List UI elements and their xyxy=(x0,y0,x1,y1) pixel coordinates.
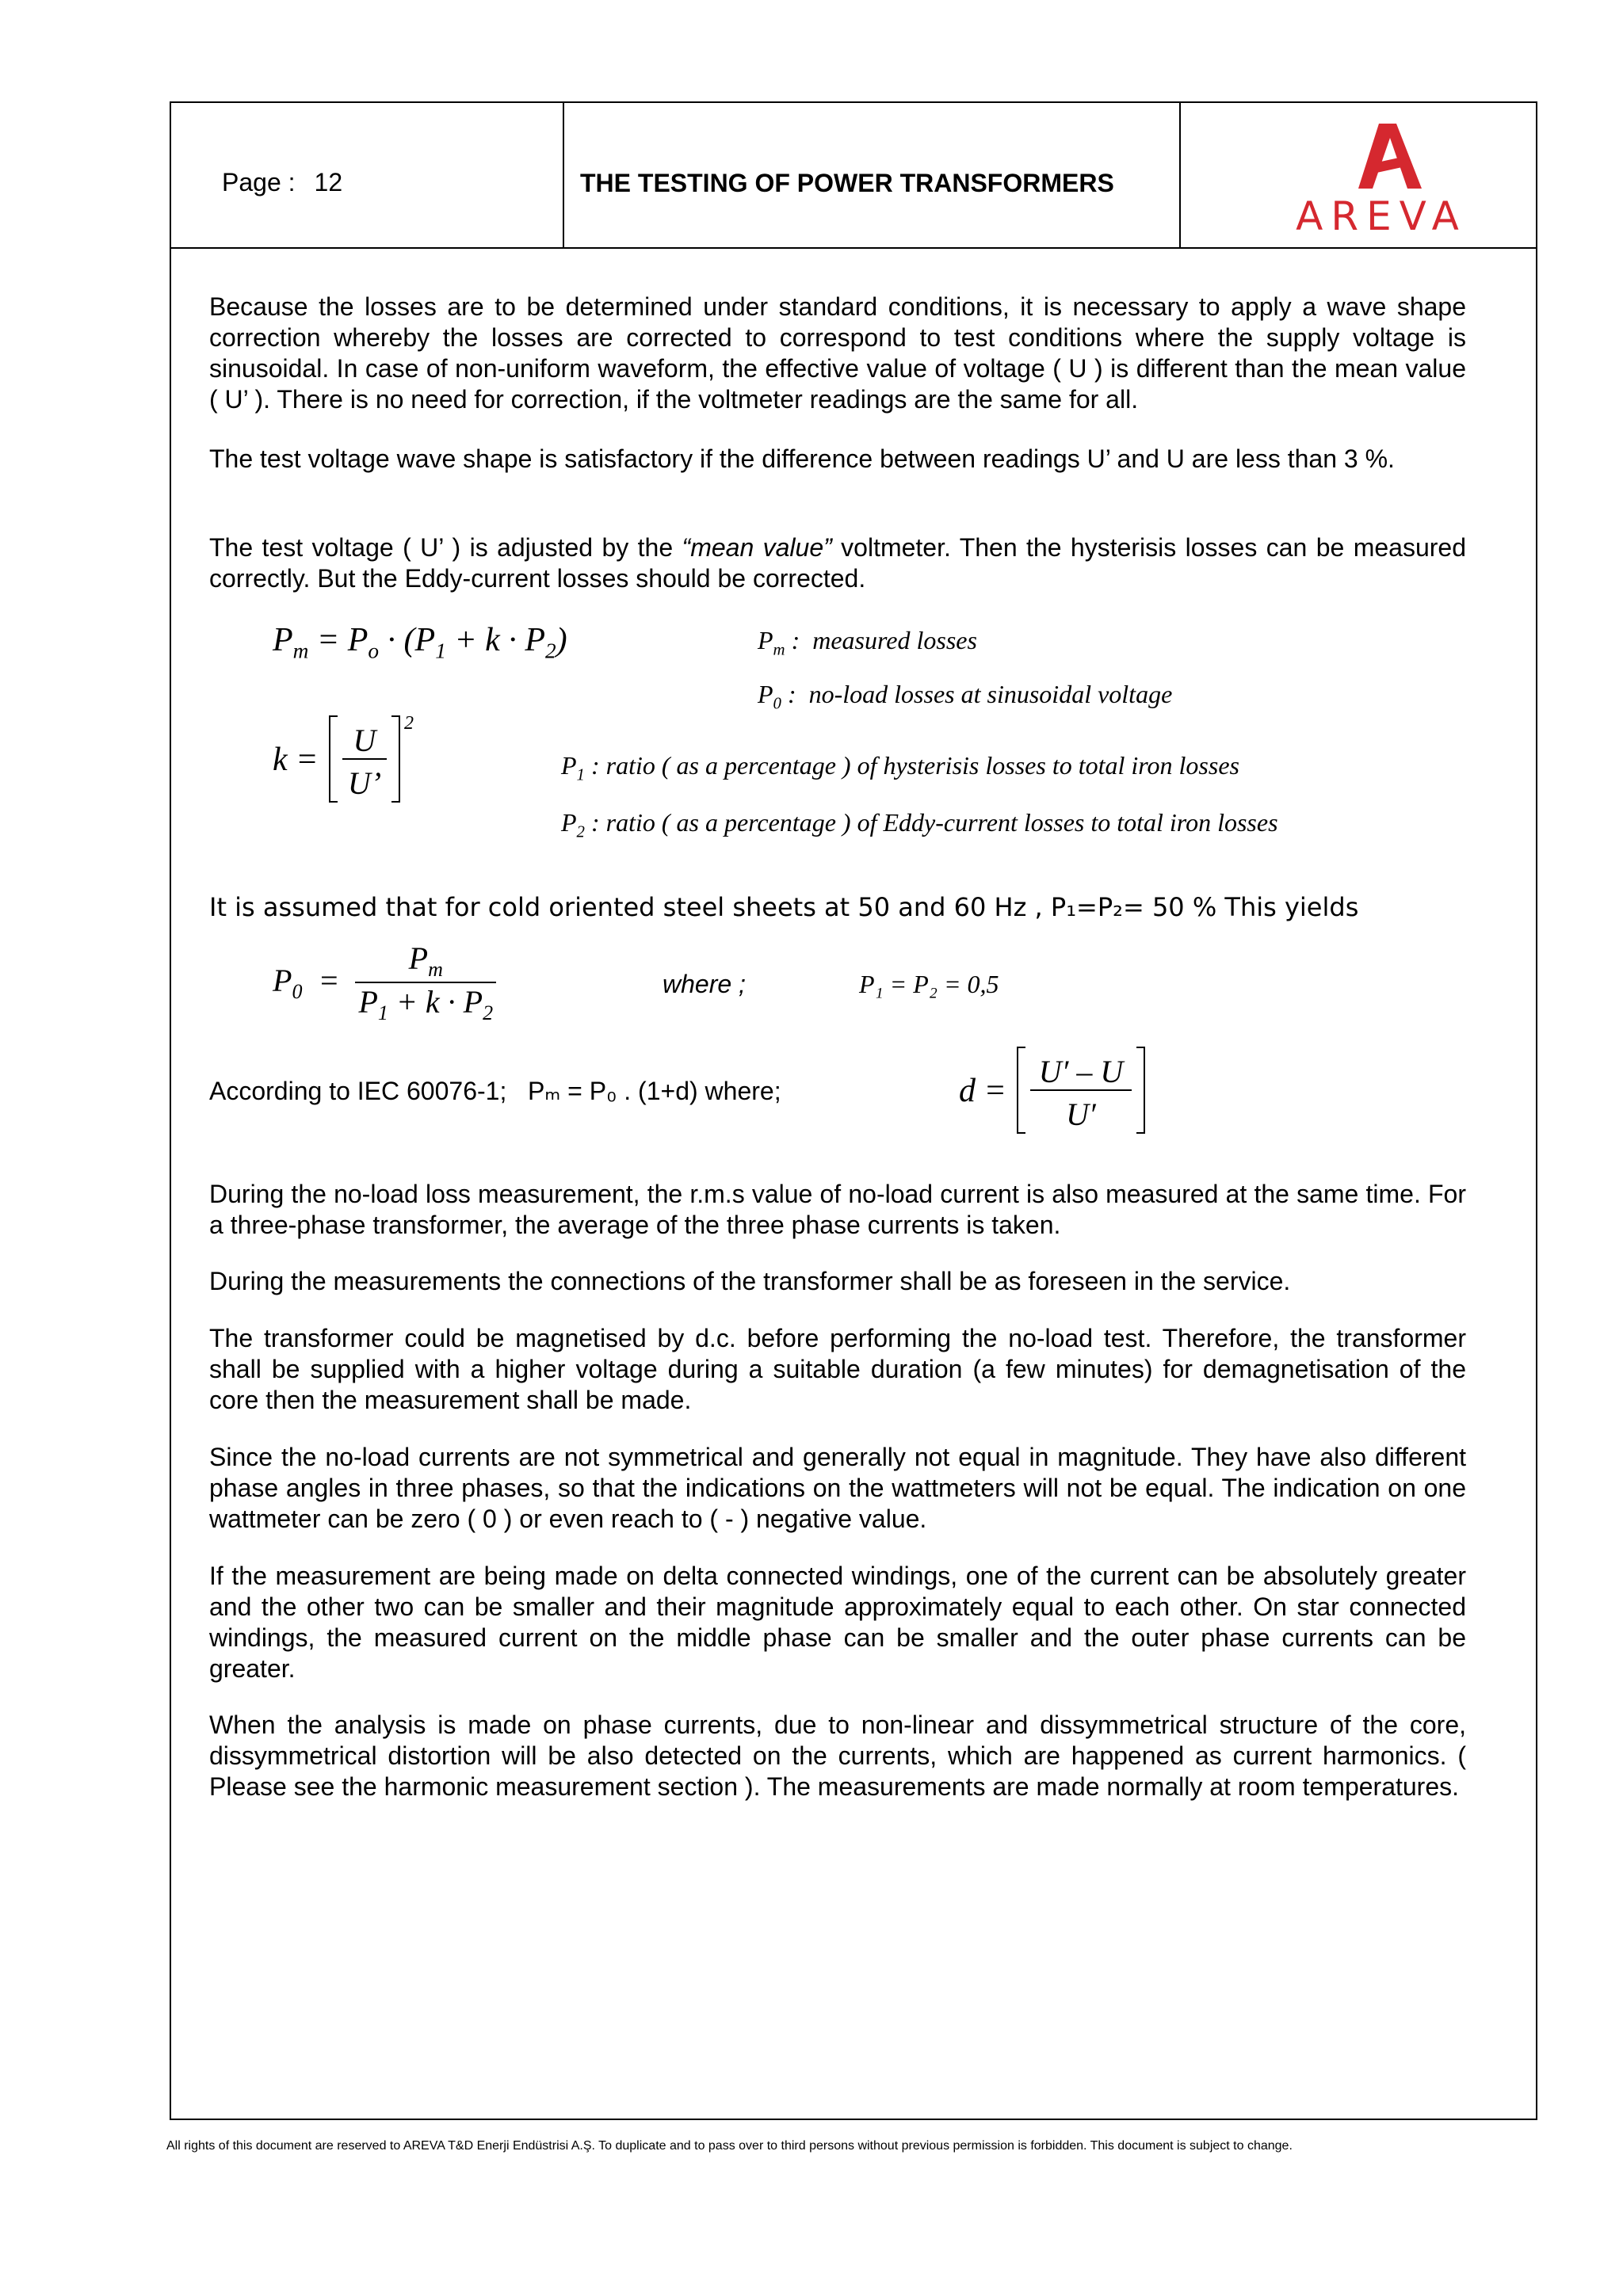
paragraph-test-voltage: The test voltage wave shape is satisfactory if the difference between readings U’ and U are less than 3 %. xyxy=(209,444,1395,473)
where-label: where ; xyxy=(663,970,746,998)
areva-logo xyxy=(1239,109,1523,244)
definition-p2: $P_2$ : ratio ( as a percentage ) of Eddy-current losses to total iron losses xyxy=(561,808,1278,841)
header-divider xyxy=(1179,103,1181,247)
paragraph-connections: During the measurements the connections of the transformer shall be as foreseen in the service. xyxy=(209,1267,1291,1295)
d-bracket-fraction xyxy=(1014,1044,1149,1138)
k-bracket-fraction xyxy=(327,713,414,807)
logo-wordmark: AREVA xyxy=(1296,193,1467,239)
areva-a-icon xyxy=(1239,109,1523,196)
formula-k: k = U U’ 2 xyxy=(273,713,414,807)
header-divider xyxy=(563,103,564,247)
formula-p0: $P_0$ = $\frac{P_m}{P_1 + k \cdot P_2}$ xyxy=(273,940,496,1025)
definition-p0: $P_0$ : no-load losses at sinusoidal voltage xyxy=(758,680,1173,713)
svg-text:U′ – U: U′ – U xyxy=(1039,1054,1124,1089)
copyright-footer: All rights of this document are reserved to AREVA T&D Enerji Endüstrisi A.Ş. To duplicate and to pass over to third persons without previous permission is forbidden. This document is subject to change. xyxy=(166,2139,1293,2153)
paragraph-no-load-currents: Since the no-load currents are not symmetrical and generally not equal in magnitude. They have also different phase angles in three phases, so that the indications on the wattmeters will not be equal. The indication on one wattmeter can be zero ( 0 ) or even reach to ( - ) negative value. xyxy=(209,1443,1466,1533)
svg-text:U: U xyxy=(353,723,376,758)
formula-d: d = U′ – U U′ xyxy=(959,1044,1149,1138)
svg-text:U’: U’ xyxy=(347,765,382,801)
paragraph-rms-current: During the no-load loss measurement, the r.m.s value of no-load current is also measured at the same time. For a three-phase transformer, the average of the three phase currents is taken. xyxy=(209,1180,1466,1239)
p0-fraction: $\frac{P_m}{P_1 + k \cdot P_2}$ xyxy=(355,940,496,1025)
iec-reference: According to IEC 60076-1; Pₘ = P₀ . (1+d) where; xyxy=(209,1077,781,1105)
paragraph-harmonics: When the analysis is made on phase currents, due to non-linear and dissymmetrical structure of the core, dissymmetrical distortion will be also detected on the currents, which are happened as current harmonics. ( Please see the harmonic measurement section ). The measurements are made normally at room temperatures. xyxy=(209,1711,1466,1801)
definition-p1: $P_1$ : ratio ( as a percentage ) of hysterisis losses to total iron losses xyxy=(561,751,1239,784)
paragraph-wave-shape: Because the losses are to be determined under standard conditions, it is necessary to apply a wave shape correction whereby the losses are corrected to correspond to test conditions where the supply voltage is sinusoidal. In case of non-uniform waveform, the effective value of voltage ( U ) is different than the mean value ( U’ ). There is no need for correction, if the voltmeter readings are the same for all. xyxy=(209,292,1466,414)
p1-p2-value: P₁ = P₂ = 0,5 xyxy=(859,970,999,998)
paragraph-demagnetisation: The transformer could be magnetised by d.c. before performing the no-load test. Therefore, the transformer shall be supplied with a higher voltage during a suitable duration (a few minutes) for demagnetisation of the core then the measurement shall be made. xyxy=(209,1324,1466,1414)
svg-text:U′: U′ xyxy=(1066,1097,1097,1132)
document-title: THE TESTING OF POWER TRANSFORMERS xyxy=(580,169,1114,197)
definition-pm: $P_m$ : measured losses xyxy=(758,626,977,659)
assumption-line: It is assumed that for cold oriented steel sheets at 50 and 60 Hz , P₁=P₂= 50 % This yields xyxy=(209,892,1359,922)
paragraph-delta-star: If the measurement are being made on delta connected windings, one of the current can be absolutely greater and the other two can be smaller and their magnitude approximately equal to each other. On star connected windings, the measured current on the middle phase can be smaller and the outer phase currents can be greater. xyxy=(209,1562,1466,1683)
svg-text:2: 2 xyxy=(403,713,414,734)
formula-pm: $P_m = P_o \cdot (P_1 + k \cdot P_2)$ xyxy=(273,622,567,663)
paragraph-mean-value: The test voltage ( U’ ) is adjusted by the “mean value” voltmeter. Then the hysterisis losses can be measured correctly. But the Eddy-current losses should be corrected. xyxy=(209,533,1467,593)
header-bottom-rule xyxy=(171,247,1536,249)
page-number: Page : 12 xyxy=(222,168,343,196)
